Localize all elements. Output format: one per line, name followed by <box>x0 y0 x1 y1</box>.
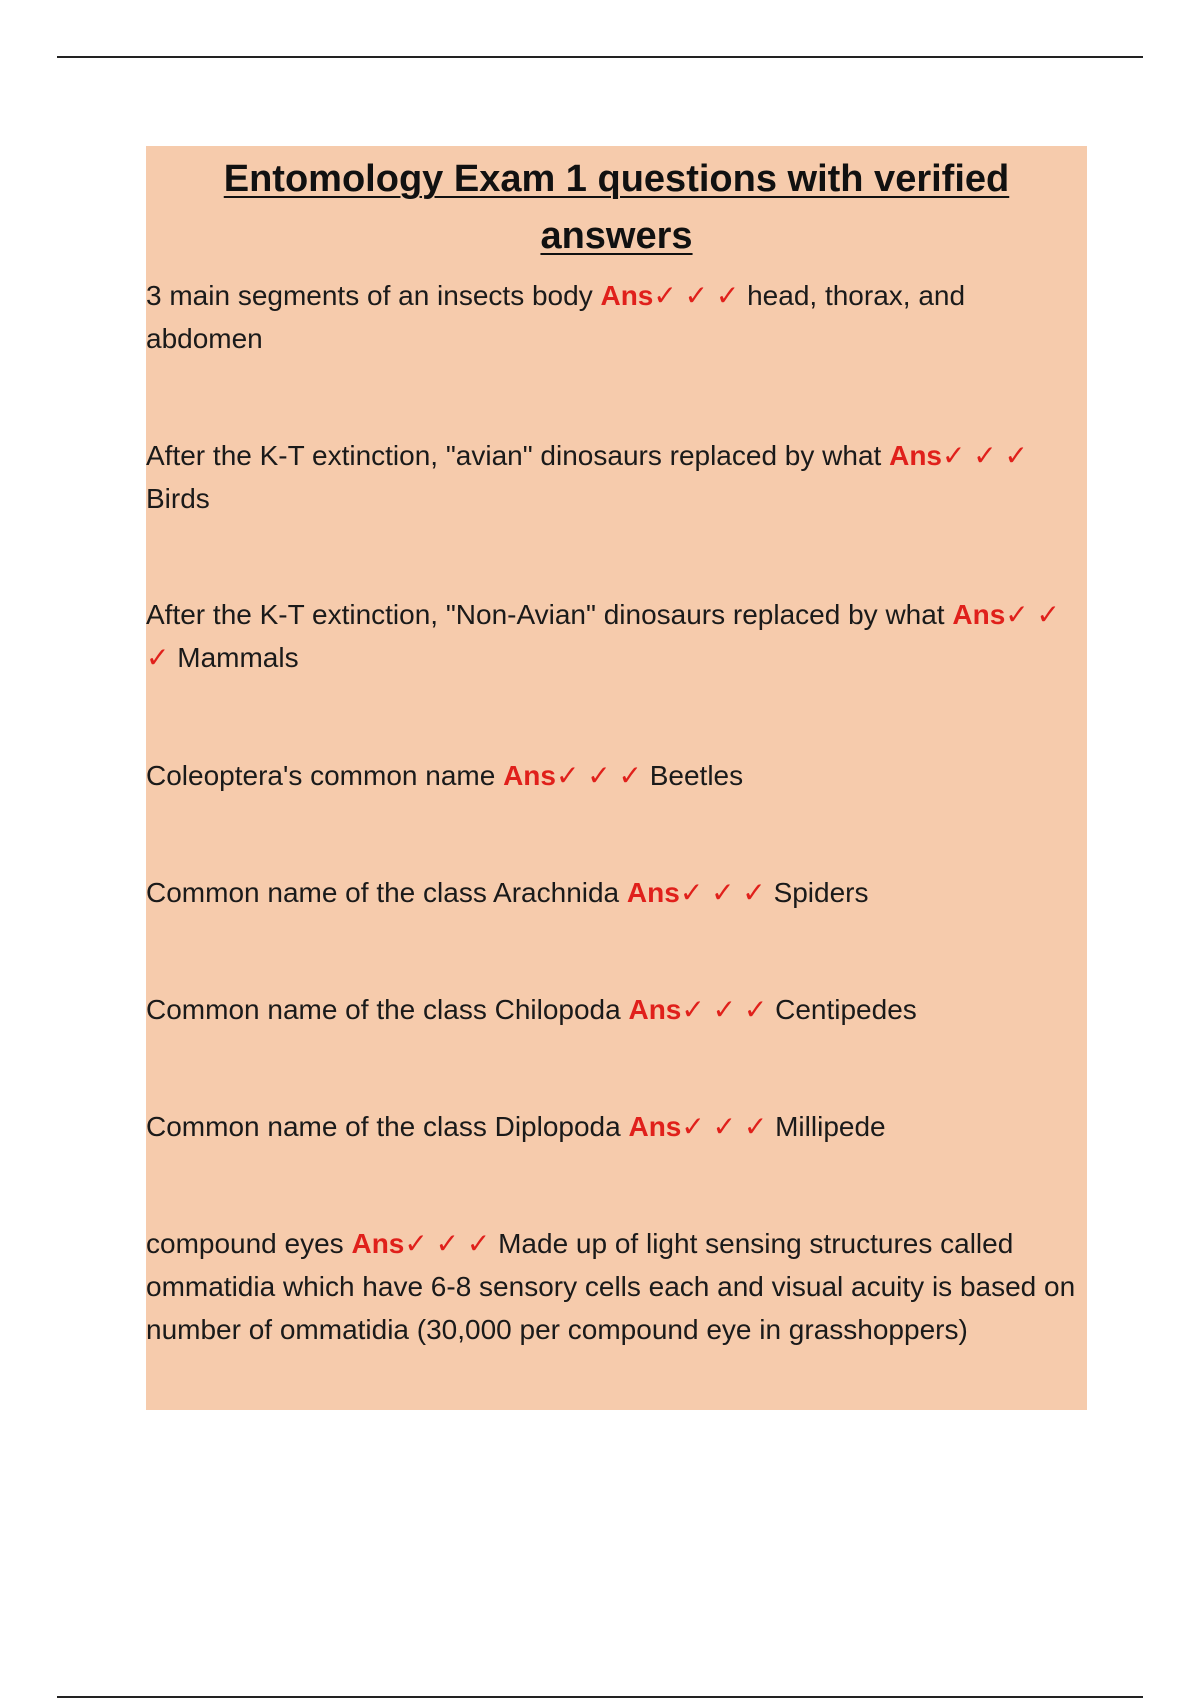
answer-marker: Ans <box>626 877 680 908</box>
qa-item <box>146 754 1081 797</box>
question-text: 3 main segments of an insects body <box>146 280 593 311</box>
header-rule <box>57 56 1143 58</box>
check-marks: ✓ ✓ ✓ <box>555 760 642 791</box>
qa-item <box>146 274 1081 360</box>
qa-item <box>146 871 1081 914</box>
check-marks: ✓ ✓ ✓ <box>681 994 768 1025</box>
answer-text: Made up of light sensing structures called ommatidia which have 6-8 sensory cells each and visual acuity is based on number of ommatidia (30,000 per compound eye in grasshoppers) <box>146 1228 1076 1345</box>
check-marks: ✓ ✓ ✓ <box>679 877 766 908</box>
answer-text: head, thorax, and abdomen <box>146 280 966 354</box>
answer-marker: Ans <box>889 440 942 471</box>
qa-item <box>146 593 1081 679</box>
answer-marker: Ans <box>600 280 654 311</box>
answer-marker: Ans <box>351 1228 405 1259</box>
question-text: Common name of the class Arachnida <box>146 877 620 908</box>
qa-item <box>146 1105 1081 1148</box>
document-panel <box>146 146 1087 1410</box>
question-text: Common name of the class Diplopoda <box>146 1111 621 1142</box>
answer-text: Millipede <box>775 1111 886 1142</box>
answer-text: Centipedes <box>775 994 917 1025</box>
check-marks: ✓ ✓ ✓ <box>404 1228 491 1259</box>
answer-marker: Ans <box>503 760 556 791</box>
answer-marker: Ans <box>628 1111 682 1142</box>
qa-item <box>146 434 1081 520</box>
answer-marker: Ans <box>628 994 682 1025</box>
question-text: Coleoptera's common name <box>146 760 496 791</box>
answer-text: Beetles <box>649 760 744 791</box>
question-text: After the K-T extinction, "avian" dinosaurs replaced by what <box>146 440 882 471</box>
answer-text: Mammals <box>177 642 299 673</box>
question-text: Common name of the class Chilopoda <box>146 994 621 1025</box>
document-title: Entomology Exam 1 questions with verified answers <box>223 158 1010 257</box>
question-text: After the K-T extinction, "Non-Avian" dinosaurs replaced by what <box>146 599 945 630</box>
answer-text: Birds <box>146 483 210 514</box>
footer-rule <box>57 1696 1143 1698</box>
check-marks: ✓ ✓ ✓ <box>653 280 740 311</box>
answer-marker: Ans <box>952 599 1006 630</box>
check-marks: ✓ ✓ ✓ <box>146 599 1060 673</box>
check-marks: ✓ ✓ ✓ <box>942 440 1028 471</box>
qa-item <box>146 988 1081 1031</box>
check-marks: ✓ ✓ ✓ <box>681 1111 768 1142</box>
question-text: compound eyes <box>146 1228 344 1259</box>
qa-item <box>146 1222 1081 1351</box>
answer-text: Spiders <box>773 877 869 908</box>
